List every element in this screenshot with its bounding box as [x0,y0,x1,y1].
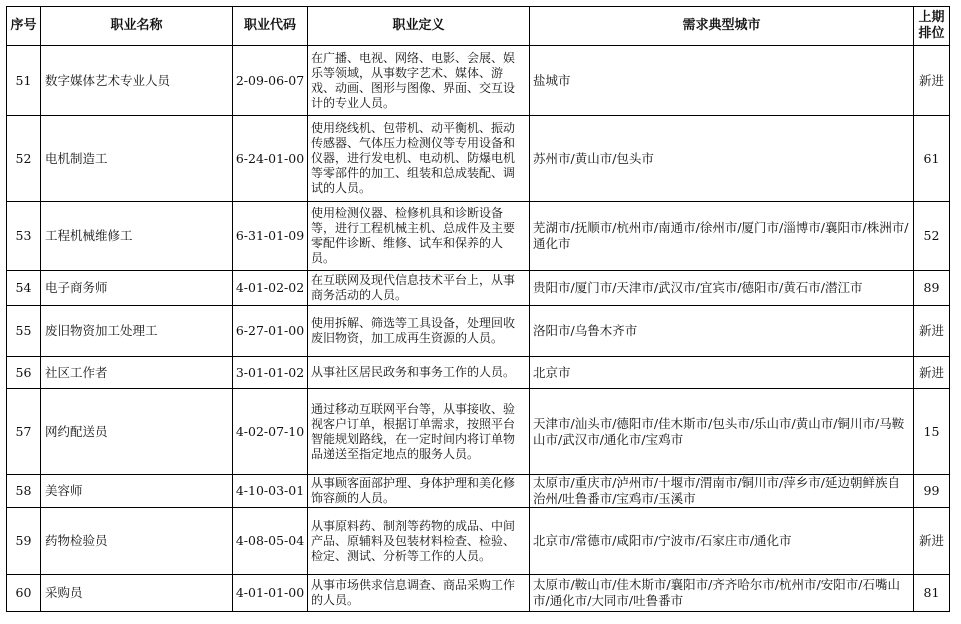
cell-definition: 使用绕线机、包带机、动平衡机、振动传感器、气体压力检测仪等专用设备和仪器，进行发电机、电动机、防爆电机等零部件的加工、组装和总成装配、调试的人员。 [308,116,530,202]
cell-rank: 新进 [914,306,950,357]
cell-occupation-code: 6-27-01-00 [233,306,308,357]
table-row [7,575,950,612]
cell-no: 59 [7,508,41,575]
cell-rank: 15 [914,389,950,475]
table-row [7,46,950,116]
header-no: 序号 [7,7,41,46]
cell-no: 54 [7,271,41,306]
cell-no: 55 [7,306,41,357]
table-row [7,508,950,575]
cell-definition: 在互联网及现代信息技术平台上，从事商务活动的人员。 [308,271,530,306]
cell-no: 56 [7,357,41,389]
table-row [7,116,950,202]
cell-cities: 太原市/重庆市/泸州市/十堰市/渭南市/铜川市/萍乡市/延边朝鲜族自治州/吐鲁番市/宝鸡市/玉溪市 [530,475,914,508]
cell-occupation-name: 美容师 [41,475,233,508]
table-header-row [7,7,950,46]
header-definition: 职业定义 [308,7,530,46]
cell-rank: 52 [914,202,950,271]
cell-occupation-code: 4-08-05-04 [233,508,308,575]
cell-occupation-code: 4-02-07-10 [233,389,308,475]
cell-cities: 北京市 [530,357,914,389]
header-name: 职业名称 [41,7,233,46]
header-rank: 上期排位 [914,7,950,46]
cell-definition: 通过移动互联网平台等，从事接收、验视客户订单，根据订单需求，按照平台智能规划路线，在一定时间内将订单物品递送至指定地点的服务人员。 [308,389,530,475]
cell-definition: 从事原料药、制剂等药物的成品、中间产品、原辅料及包装材料检查、检验、检定、测试、分析等工作的人员。 [308,508,530,575]
cell-definition: 在广播、电视、网络、电影、会展、娱乐等领域，从事数字艺术、媒体、游戏、动画、图形与图像、界面、交互设计的专业人员。 [308,46,530,116]
cell-occupation-code: 3-01-01-02 [233,357,308,389]
cell-occupation-code: 4-01-01-00 [233,575,308,612]
table-row [7,389,950,475]
table-row [7,271,950,306]
cell-definition: 从事社区居民政务和事务工作的人员。 [308,357,530,389]
cell-no: 58 [7,475,41,508]
cell-occupation-name: 药物检验员 [41,508,233,575]
cell-cities: 苏州市/黄山市/包头市 [530,116,914,202]
cell-occupation-name: 数字媒体艺术专业人员 [41,46,233,116]
cell-occupation-name: 网约配送员 [41,389,233,475]
cell-occupation-code: 6-24-01-00 [233,116,308,202]
table-row [7,357,950,389]
cell-no: 57 [7,389,41,475]
cell-cities: 盐城市 [530,46,914,116]
cell-cities: 北京市/常德市/咸阳市/宁波市/石家庄市/通化市 [530,508,914,575]
cell-rank: 89 [914,271,950,306]
cell-occupation-code: 4-01-02-02 [233,271,308,306]
header-cities: 需求典型城市 [530,7,914,46]
cell-definition: 从事市场供求信息调查、商品采购工作的人员。 [308,575,530,612]
cell-cities: 太原市/鞍山市/佳木斯市/襄阳市/齐齐哈尔市/杭州市/安阳市/石嘴山市/通化市/大同市/吐鲁番市 [530,575,914,612]
cell-occupation-name: 电子商务师 [41,271,233,306]
cell-occupation-code: 4-10-03-01 [233,475,308,508]
cell-occupation-code: 2-09-06-07 [233,46,308,116]
cell-occupation-name: 采购员 [41,575,233,612]
cell-occupation-name: 社区工作者 [41,357,233,389]
cell-definition: 使用检测仪器、检修机具和诊断设备等，进行工程机械主机、总成件及主要零配件诊断、维修、试车和保养的人员。 [308,202,530,271]
cell-rank: 新进 [914,357,950,389]
cell-cities: 芜湖市/抚顺市/杭州市/南通市/徐州市/厦门市/淄博市/襄阳市/株洲市/通化市 [530,202,914,271]
cell-occupation-name: 电机制造工 [41,116,233,202]
cell-rank: 新进 [914,508,950,575]
cell-definition: 使用拆解、筛选等工具设备，处理回收废旧物资，加工成再生资源的人员。 [308,306,530,357]
cell-definition: 从事顾客面部护理、身体护理和美化修饰容颜的人员。 [308,475,530,508]
occupation-shortage-table [6,6,950,612]
table-row [7,202,950,271]
cell-cities: 天津市/汕头市/德阳市/佳木斯市/包头市/乐山市/黄山市/铜川市/马鞍山市/武汉市/通化市/宝鸡市 [530,389,914,475]
table-row [7,475,950,508]
cell-rank: 61 [914,116,950,202]
cell-occupation-code: 6-31-01-09 [233,202,308,271]
header-code: 职业代码 [233,7,308,46]
cell-rank: 81 [914,575,950,612]
table-row [7,306,950,357]
cell-rank: 99 [914,475,950,508]
cell-occupation-name: 工程机械维修工 [41,202,233,271]
cell-rank: 新进 [914,46,950,116]
cell-no: 52 [7,116,41,202]
cell-occupation-name: 废旧物资加工处理工 [41,306,233,357]
cell-cities: 洛阳市/乌鲁木齐市 [530,306,914,357]
cell-no: 53 [7,202,41,271]
cell-no: 60 [7,575,41,612]
occupation-table-container [6,6,950,612]
cell-no: 51 [7,46,41,116]
cell-cities: 贵阳市/厦门市/天津市/武汉市/宜宾市/德阳市/黄石市/潜江市 [530,271,914,306]
